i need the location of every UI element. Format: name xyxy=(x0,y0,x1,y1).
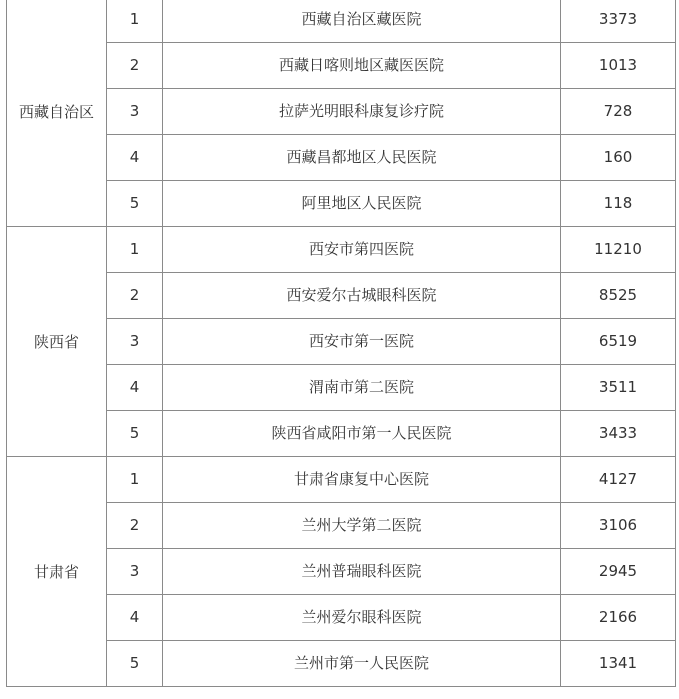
hospital-name-cell: 西安市第四医院 xyxy=(163,227,561,273)
province-cell: 甘肃省 xyxy=(7,457,107,687)
hospital-name-cell: 西藏日喀则地区藏医医院 xyxy=(163,43,561,89)
table-row xyxy=(7,89,676,135)
rank-cell: 3 xyxy=(107,549,163,595)
table-row xyxy=(7,457,676,503)
value-cell: 3511 xyxy=(561,365,676,411)
rank-cell: 3 xyxy=(107,89,163,135)
table-row xyxy=(7,43,676,89)
rank-cell: 1 xyxy=(107,0,163,43)
province-cell: 陕西省 xyxy=(7,227,107,457)
hospital-name-cell: 拉萨光明眼科康复诊疗院 xyxy=(163,89,561,135)
table-row xyxy=(7,411,676,457)
value-cell: 3433 xyxy=(561,411,676,457)
rank-cell: 2 xyxy=(107,503,163,549)
hospital-name-cell: 西藏自治区藏医院 xyxy=(163,0,561,43)
value-cell: 4127 xyxy=(561,457,676,503)
hospital-name-cell: 渭南市第二医院 xyxy=(163,365,561,411)
rank-cell: 4 xyxy=(107,595,163,641)
value-cell: 118 xyxy=(561,181,676,227)
rank-cell: 2 xyxy=(107,43,163,89)
value-cell: 1341 xyxy=(561,641,676,687)
rank-cell: 4 xyxy=(107,135,163,181)
value-cell: 728 xyxy=(561,89,676,135)
rank-cell: 5 xyxy=(107,181,163,227)
table-row xyxy=(7,181,676,227)
table-row xyxy=(7,135,676,181)
table-row xyxy=(7,227,676,273)
hospital-name-cell: 兰州大学第二医院 xyxy=(163,503,561,549)
value-cell: 3373 xyxy=(561,0,676,43)
hospital-name-cell: 兰州爱尔眼科医院 xyxy=(163,595,561,641)
table-row xyxy=(7,595,676,641)
hospital-name-cell: 陕西省咸阳市第一人民医院 xyxy=(163,411,561,457)
hospital-name-cell: 兰州市第一人民医院 xyxy=(163,641,561,687)
value-cell: 160 xyxy=(561,135,676,181)
rank-cell: 1 xyxy=(107,227,163,273)
value-cell: 8525 xyxy=(561,273,676,319)
hospital-name-cell: 阿里地区人民医院 xyxy=(163,181,561,227)
rank-cell: 5 xyxy=(107,641,163,687)
table-row xyxy=(7,549,676,595)
value-cell: 11210 xyxy=(561,227,676,273)
rank-cell: 5 xyxy=(107,411,163,457)
hospital-name-cell: 西藏昌都地区人民医院 xyxy=(163,135,561,181)
value-cell: 6519 xyxy=(561,319,676,365)
hospital-name-cell: 西安爱尔古城眼科医院 xyxy=(163,273,561,319)
table-row xyxy=(7,273,676,319)
value-cell: 2166 xyxy=(561,595,676,641)
rank-cell: 1 xyxy=(107,457,163,503)
table-row xyxy=(7,365,676,411)
value-cell: 3106 xyxy=(561,503,676,549)
table-row xyxy=(7,641,676,687)
hospital-ranking-table xyxy=(6,0,676,687)
hospital-name-cell: 兰州普瑞眼科医院 xyxy=(163,549,561,595)
province-cell: 西藏自治区 xyxy=(7,0,107,227)
hospital-name-cell: 甘肃省康复中心医院 xyxy=(163,457,561,503)
table-row xyxy=(7,0,676,43)
rank-cell: 3 xyxy=(107,319,163,365)
table-body xyxy=(7,0,676,687)
value-cell: 2945 xyxy=(561,549,676,595)
value-cell: 1013 xyxy=(561,43,676,89)
hospital-name-cell: 西安市第一医院 xyxy=(163,319,561,365)
rank-cell: 2 xyxy=(107,273,163,319)
table-row xyxy=(7,319,676,365)
rank-cell: 4 xyxy=(107,365,163,411)
table-row xyxy=(7,503,676,549)
